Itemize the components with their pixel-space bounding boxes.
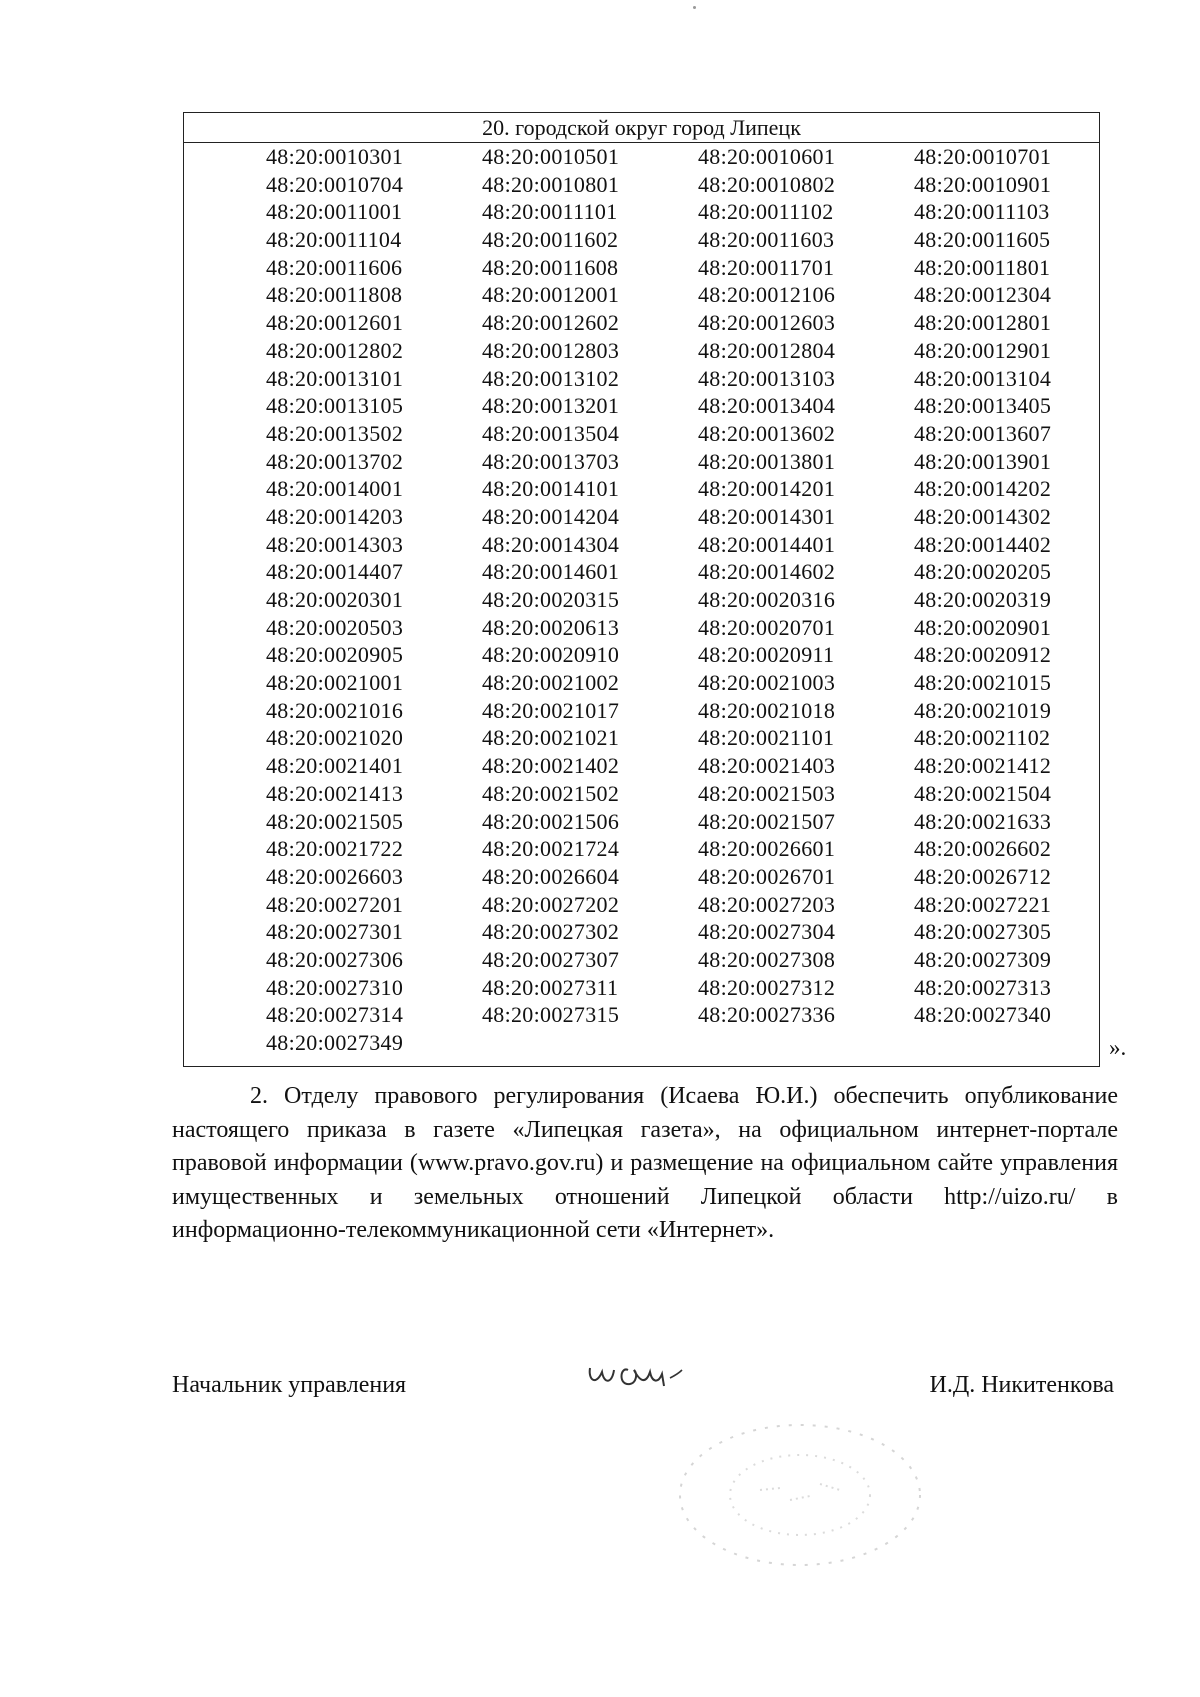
cadastral-number-cell: 48:20:0021018	[698, 697, 836, 723]
cadastral-number-cell: 48:20:0027201	[266, 891, 404, 917]
table-row	[184, 420, 1099, 448]
cadastral-number-cell: 48:20:0010901	[914, 171, 1052, 197]
table-row	[184, 448, 1099, 476]
cadastral-number-cell: 48:20:0014301	[698, 503, 836, 529]
table-row	[184, 171, 1099, 199]
table-row	[184, 891, 1099, 919]
table-row	[184, 614, 1099, 642]
table-row	[184, 641, 1099, 669]
table-row	[184, 281, 1099, 309]
cadastral-number-cell: 48:20:0027307	[482, 946, 620, 972]
cadastral-number-cell: 48:20:0020503	[266, 614, 404, 640]
table-row	[184, 392, 1099, 420]
cadastral-number-cell: 48:20:0027336	[698, 1002, 836, 1028]
closing-quote: ».	[1109, 1035, 1127, 1060]
table-row	[184, 475, 1099, 503]
cadastral-number-cell: 48:20:0012804	[698, 337, 836, 363]
cadastral-number-cell: 48:20:0010704	[266, 171, 404, 197]
cadastral-number-cell: 48:20:0010701	[914, 144, 1052, 169]
paragraph-2-text: 2. Отделу правового регулирования (Исаева Ю.И.) обеспечить опубликование настоящего приказа в газете «Липецкая газета», на официальном интернет-портале правовой информации (www.pravo.gov.ru) и размещение на официальном сайте управления имущественных и земельных отношений Липецкой области http://uizo.ru/ в информационно-телекоммуникационной сети «Интернет».	[172, 1083, 1118, 1243]
cadastral-number-cell: 48:20:0011102	[698, 199, 834, 225]
cadastral-number-cell: 48:20:0013607	[914, 420, 1052, 446]
cadastral-number-cell: 48:20:0013404	[698, 393, 836, 419]
cadastral-number-cell: 48:20:0020613	[482, 614, 620, 640]
cadastral-number-cell: 48:20:0013801	[698, 448, 836, 474]
cadastral-number-cell: 48:20:0013602	[698, 420, 836, 446]
cadastral-number-cell: 48:20:0014407	[266, 559, 404, 585]
cadastral-number-cell: 48:20:0020205	[914, 559, 1052, 585]
cadastral-number-cell: 48:20:0026701	[698, 863, 836, 889]
cadastral-number-cell: 48:20:0021001	[266, 670, 404, 696]
cadastral-number-cell: 48:20:0014101	[482, 476, 620, 502]
cadastral-number-cell: 48:20:0026602	[914, 836, 1052, 862]
cadastral-number-cell: 48:20:0012304	[914, 282, 1052, 308]
cadastral-number-cell: 48:20:0010802	[698, 171, 836, 197]
table-row	[184, 365, 1099, 393]
cadastral-number-cell: 48:20:0012802	[266, 337, 404, 363]
table-row	[184, 337, 1099, 365]
cadastral-number-cell: 48:20:0020316	[698, 587, 836, 612]
cadastral-number-cell: 48:20:0011103	[914, 199, 1050, 225]
cadastral-number-cell: 48:20:0014201	[698, 476, 836, 502]
signature-block	[0, 1372, 1200, 1412]
scan-speck	[693, 6, 696, 9]
cadastral-number-cell: 48:20:0014402	[914, 531, 1052, 557]
cadastral-number-cell: 48:20:0027304	[698, 919, 836, 945]
cadastral-number-cell: 48:20:0020905	[266, 642, 404, 668]
cadastral-number-cell: 48:20:0013102	[482, 365, 620, 391]
table-row	[184, 752, 1099, 780]
cadastral-number-cell: 48:20:0021102	[914, 725, 1051, 751]
cadastral-number-cell: 48:20:0021020	[266, 725, 404, 751]
paragraph-2	[172, 1080, 1118, 1248]
cadastral-number-cell: 48:20:0014203	[266, 503, 404, 529]
cadastral-number-cell: 48:20:0027221	[914, 891, 1052, 917]
table-row	[184, 503, 1099, 531]
cadastral-number-cell: 48:20:0021016	[266, 697, 404, 723]
table-row	[184, 558, 1099, 586]
cadastral-number-cell: 48:20:0010501	[482, 144, 620, 169]
cadastral-number-cell: 48:20:0014602	[698, 559, 836, 585]
cadastral-number-cell: 48:20:0012601	[266, 310, 404, 336]
cadastral-number-cell: 48:20:0014303	[266, 531, 404, 557]
cadastral-number-cell: 48:20:0014001	[266, 476, 404, 502]
cadastral-number-cell: 48:20:0027203	[698, 891, 836, 917]
cadastral-number-cell: 48:20:0027315	[482, 1002, 620, 1028]
cadastral-number-cell: 48:20:0011608	[482, 254, 619, 280]
cadastral-number-cell: 48:20:0020301	[266, 587, 404, 612]
cadastral-number-cell: 48:20:0027301	[266, 919, 404, 945]
cadastral-number-cell: 48:20:0011602	[482, 227, 619, 253]
table-row	[184, 835, 1099, 863]
table-row	[184, 143, 1099, 171]
cadastral-number-cell: 48:20:0011101	[482, 199, 618, 225]
cadastral-number-cell: 48:20:0021413	[266, 780, 404, 806]
cadastral-number-cell: 48:20:0014302	[914, 503, 1052, 529]
cadastral-number-cell: 48:20:0013103	[698, 365, 836, 391]
cadastral-number-cell: 48:20:0021504	[914, 780, 1052, 806]
cadastral-number-cell: 48:20:0013101	[266, 365, 404, 391]
cadastral-number-cell: 48:20:0021412	[914, 753, 1052, 779]
cadastral-number-cell: 48:20:0013104	[914, 365, 1052, 391]
cadastral-number-cell: 48:20:0011605	[914, 227, 1051, 253]
cadastral-table	[183, 112, 1100, 1067]
cadastral-number-cell: 48:20:0021015	[914, 670, 1052, 696]
cadastral-number-cell: 48:20:0013105	[266, 393, 404, 419]
cadastral-number-cell: 48:20:0012803	[482, 337, 620, 363]
cadastral-number-cell: 48:20:0011701	[698, 254, 835, 280]
cadastral-number-cell: 48:20:0027308	[698, 946, 836, 972]
table-row	[184, 1029, 1099, 1057]
cadastral-number-cell: 48:20:0011001	[266, 199, 403, 225]
cadastral-number-cell: 48:20:0021401	[266, 753, 404, 779]
cadastral-number-cell: 48:20:0026603	[266, 863, 404, 889]
cadastral-number-cell: 48:20:0021101	[698, 725, 835, 751]
cadastral-number-cell: 48:20:0027340	[914, 1002, 1052, 1028]
cadastral-number-cell: 48:20:0011606	[266, 254, 403, 280]
table-row	[184, 531, 1099, 559]
cadastral-number-cell: 48:20:0021002	[482, 670, 620, 696]
cadastral-number-cell: 48:20:0010301	[266, 144, 404, 169]
cadastral-number-cell: 48:20:0020912	[914, 642, 1052, 668]
table-row	[184, 946, 1099, 974]
cadastral-number-cell: 48:20:0021633	[914, 808, 1052, 834]
table-row	[184, 1001, 1099, 1029]
table-row	[184, 808, 1099, 836]
cadastral-number-cell: 48:20:0012603	[698, 310, 836, 336]
cadastral-number-cell: 48:20:0014401	[698, 531, 836, 557]
cadastral-number-cell: 48:20:0027310	[266, 974, 404, 1000]
table-header: 20. городской округ город Липецк	[184, 113, 1099, 143]
cadastral-number-cell: 48:20:0021019	[914, 697, 1052, 723]
table-row	[184, 198, 1099, 226]
cadastral-number-cell: 48:20:0027314	[266, 1002, 404, 1028]
cadastral-number-cell: 48:20:0011104	[266, 227, 402, 253]
signer-name: И.Д. Никитенкова	[929, 1372, 1114, 1398]
cadastral-number-cell: 48:20:0012106	[698, 282, 836, 308]
cadastral-number-cell: 48:20:0027312	[698, 974, 836, 1000]
cadastral-number-cell: 48:20:0021403	[698, 753, 836, 779]
cadastral-number-cell: 48:20:0012602	[482, 310, 620, 336]
cadastral-number-cell: 48:20:0014204	[482, 503, 620, 529]
cadastral-number-cell: 48:20:0020910	[482, 642, 620, 668]
cadastral-number-cell: 48:20:0026604	[482, 863, 620, 889]
cadastral-number-cell: 48:20:0014601	[482, 559, 620, 585]
table-row	[184, 697, 1099, 725]
cadastral-number-cell: 48:20:0020911	[698, 642, 835, 668]
handwritten-signature	[584, 1350, 694, 1398]
table-row	[184, 226, 1099, 254]
cadastral-number-cell: 48:20:0021507	[698, 808, 836, 834]
cadastral-number-cell: 48:20:0013703	[482, 448, 620, 474]
cadastral-number-cell: 48:20:0020319	[914, 587, 1052, 612]
cadastral-number-cell: 48:20:0020315	[482, 587, 620, 612]
table-row	[184, 780, 1099, 808]
cadastral-number-cell: 48:20:0012801	[914, 310, 1052, 336]
cadastral-number-cell: 48:20:0021503	[698, 780, 836, 806]
cadastral-number-cell: 48:20:0010801	[482, 171, 620, 197]
cadastral-number-cell: 48:20:0021017	[482, 697, 620, 723]
cadastral-number-cell: 48:20:0014304	[482, 531, 620, 557]
cadastral-number-cell: 48:20:0027305	[914, 919, 1052, 945]
cadastral-number-cell: 48:20:0027349	[266, 1030, 404, 1055]
cadastral-number-cell: 48:20:0020901	[914, 614, 1052, 640]
table-row	[184, 309, 1099, 337]
table-row	[184, 863, 1099, 891]
cadastral-number-cell: 48:20:0026601	[698, 836, 836, 862]
cadastral-number-cell: 48:20:0012001	[482, 282, 620, 308]
table-row	[184, 669, 1099, 697]
cadastral-number-cell: 48:20:0013405	[914, 393, 1052, 419]
cadastral-number-cell: 48:20:0021505	[266, 808, 404, 834]
faded-stamp	[660, 1410, 940, 1580]
cadastral-number-cell: 48:20:0027313	[914, 974, 1052, 1000]
cadastral-number-cell: 48:20:0021021	[482, 725, 620, 751]
cadastral-number-cell: 48:20:0027302	[482, 919, 620, 945]
cadastral-number-cell: 48:20:0021502	[482, 780, 620, 806]
cadastral-number-cell: 48:20:0011603	[698, 227, 835, 253]
cadastral-number-cell: 48:20:0013502	[266, 420, 404, 446]
cadastral-number-cell: 48:20:0014202	[914, 476, 1052, 502]
cadastral-number-cell: 48:20:0021724	[482, 836, 620, 862]
cadastral-number-cell: 48:20:0027202	[482, 891, 620, 917]
cadastral-number-cell: 48:20:0013504	[482, 420, 620, 446]
cadastral-number-cell: 48:20:0013901	[914, 448, 1052, 474]
table-row	[184, 254, 1099, 282]
table-body	[184, 143, 1099, 1057]
cadastral-number-cell: 48:20:0021722	[266, 836, 404, 862]
position-title: Начальник управления	[172, 1372, 407, 1398]
cadastral-number-cell: 48:20:0021506	[482, 808, 620, 834]
cadastral-number-cell: 48:20:0020701	[698, 614, 836, 640]
table-row	[184, 918, 1099, 946]
cadastral-number-cell: 48:20:0011801	[914, 254, 1051, 280]
cadastral-number-cell: 48:20:0026712	[914, 863, 1052, 889]
cadastral-number-cell: 48:20:0021402	[482, 753, 620, 779]
cadastral-number-cell: 48:20:0021003	[698, 670, 836, 696]
cadastral-number-cell: 48:20:0013702	[266, 448, 404, 474]
table-row	[184, 586, 1099, 614]
cadastral-number-cell: 48:20:0027311	[482, 974, 619, 1000]
cadastral-number-cell: 48:20:0011808	[266, 282, 403, 308]
cadastral-number-cell: 48:20:0010601	[698, 144, 836, 169]
table-row	[184, 974, 1099, 1002]
cadastral-number-cell: 48:20:0027309	[914, 946, 1052, 972]
table-row	[184, 724, 1099, 752]
cadastral-number-cell: 48:20:0027306	[266, 946, 404, 972]
cadastral-number-cell: 48:20:0013201	[482, 393, 620, 419]
cadastral-number-cell: 48:20:0012901	[914, 337, 1052, 363]
